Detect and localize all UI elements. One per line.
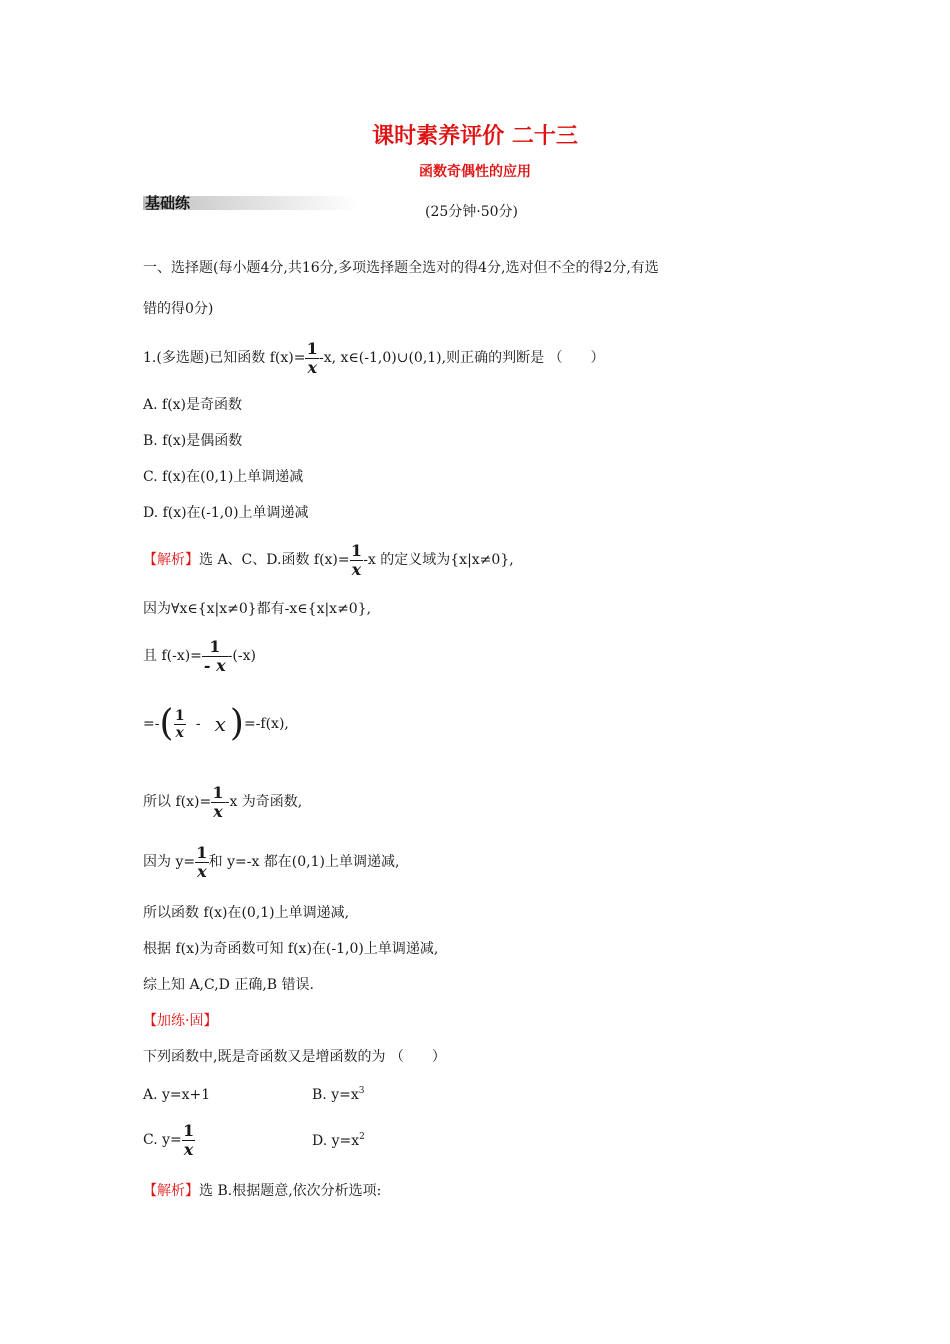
page-subtitle: 函数奇偶性的应用: [419, 164, 531, 180]
analysis-1-line3: 且 f(-x)= $\frac{1}{- x}$ -(-x): [143, 636, 256, 675]
q1-stem-a: 1.(多选题)已知函数 f(x)=: [143, 350, 306, 366]
option-d: D. f(x)在(-1,0)上单调递减: [143, 505, 309, 521]
practice-tag: 【加练·固】: [143, 1013, 218, 1029]
analysis-1-line1: 【解析】选 A、C、D.函数 f(x)= $\frac{1}{x}$ -x 的定义域为{x|x≠0},: [143, 540, 514, 579]
analysis-1-line5: 所以 f(x)= $\frac{1}{x}$ -x 为奇函数,: [143, 782, 303, 821]
option-a: A. f(x)是奇函数: [143, 397, 243, 413]
section-heading-line2: 错的得0分): [143, 301, 214, 317]
analysis-1-line6: 因为 y= $\frac{1}{x}$ 和 y=-x 都在(0,1)上单调递减,: [143, 842, 400, 881]
left-paren: (: [159, 703, 174, 744]
fraction-one-over-x: $\frac{1}{x}$: [182, 1120, 195, 1159]
analysis-1-line7: 所以函数 f(x)在(0,1)上单调递减,: [143, 905, 350, 921]
q1-stem-b: -x, x∈(-1,0)∪(0,1),则正确的判断是 （ ）: [319, 350, 605, 366]
analysis-2-line1: 【解析】选 B.根据题意,依次分析选项:: [143, 1183, 382, 1199]
fraction-one-over-x: $\frac{1}{x}$: [306, 338, 318, 377]
practice-stem: 下列函数中,既是奇函数又是增函数的为 （ ）: [143, 1049, 446, 1065]
page-title: 课时素养评价 二十三: [372, 124, 578, 149]
practice-option-c: C. y= $\frac{1}{x}$: [143, 1120, 195, 1159]
practice-option-b: B. $y=x^3$: [312, 1086, 365, 1103]
option-b: B. f(x)是偶函数: [143, 433, 243, 449]
section-heading-line1: 一、选择题(每小题4分,共16分,多项选择题全选对的得4分,选对但不全的得2分,有选: [143, 260, 659, 276]
practice-option-d: D. $y=x^2$: [312, 1132, 365, 1149]
analysis-1-line4: =-( $\frac{1}{x}$ - x )=-f(x),: [143, 703, 289, 744]
right-paren: ): [229, 703, 244, 744]
analysis-1-line8: 根据 f(x)为奇函数可知 f(x)在(-1,0)上单调递减,: [143, 941, 439, 957]
fraction-one-over-x: $\frac{1}{x}$: [350, 540, 362, 579]
fraction-one-over-x: $\frac{1}{x}$: [196, 842, 208, 881]
fraction-one-over-x: $\frac{1}{x}$: [212, 782, 224, 821]
time-info: (25分钟·50分): [425, 204, 519, 220]
fraction-one-over-neg-x: $\frac{1}{- x}$: [203, 636, 226, 675]
fraction-one-over-x: $\frac{1}{x}$: [174, 707, 185, 741]
analysis-tag: 【解析】: [143, 552, 199, 568]
section-badge: [143, 192, 358, 214]
analysis-1-line2: 因为∀x∈{x|x≠0}都有-x∈{x|x≠0},: [143, 601, 372, 617]
practice-option-a: A. y=x+1: [143, 1087, 211, 1103]
analysis-1-line9: 综上知 A,C,D 正确,B 错误.: [143, 977, 314, 993]
question-1-stem: [143, 338, 605, 378]
option-c: C. f(x)在(0,1)上单调递减: [143, 469, 304, 485]
badge-label: 基础练: [145, 194, 191, 212]
analysis-tag: 【解析】: [143, 1183, 199, 1199]
